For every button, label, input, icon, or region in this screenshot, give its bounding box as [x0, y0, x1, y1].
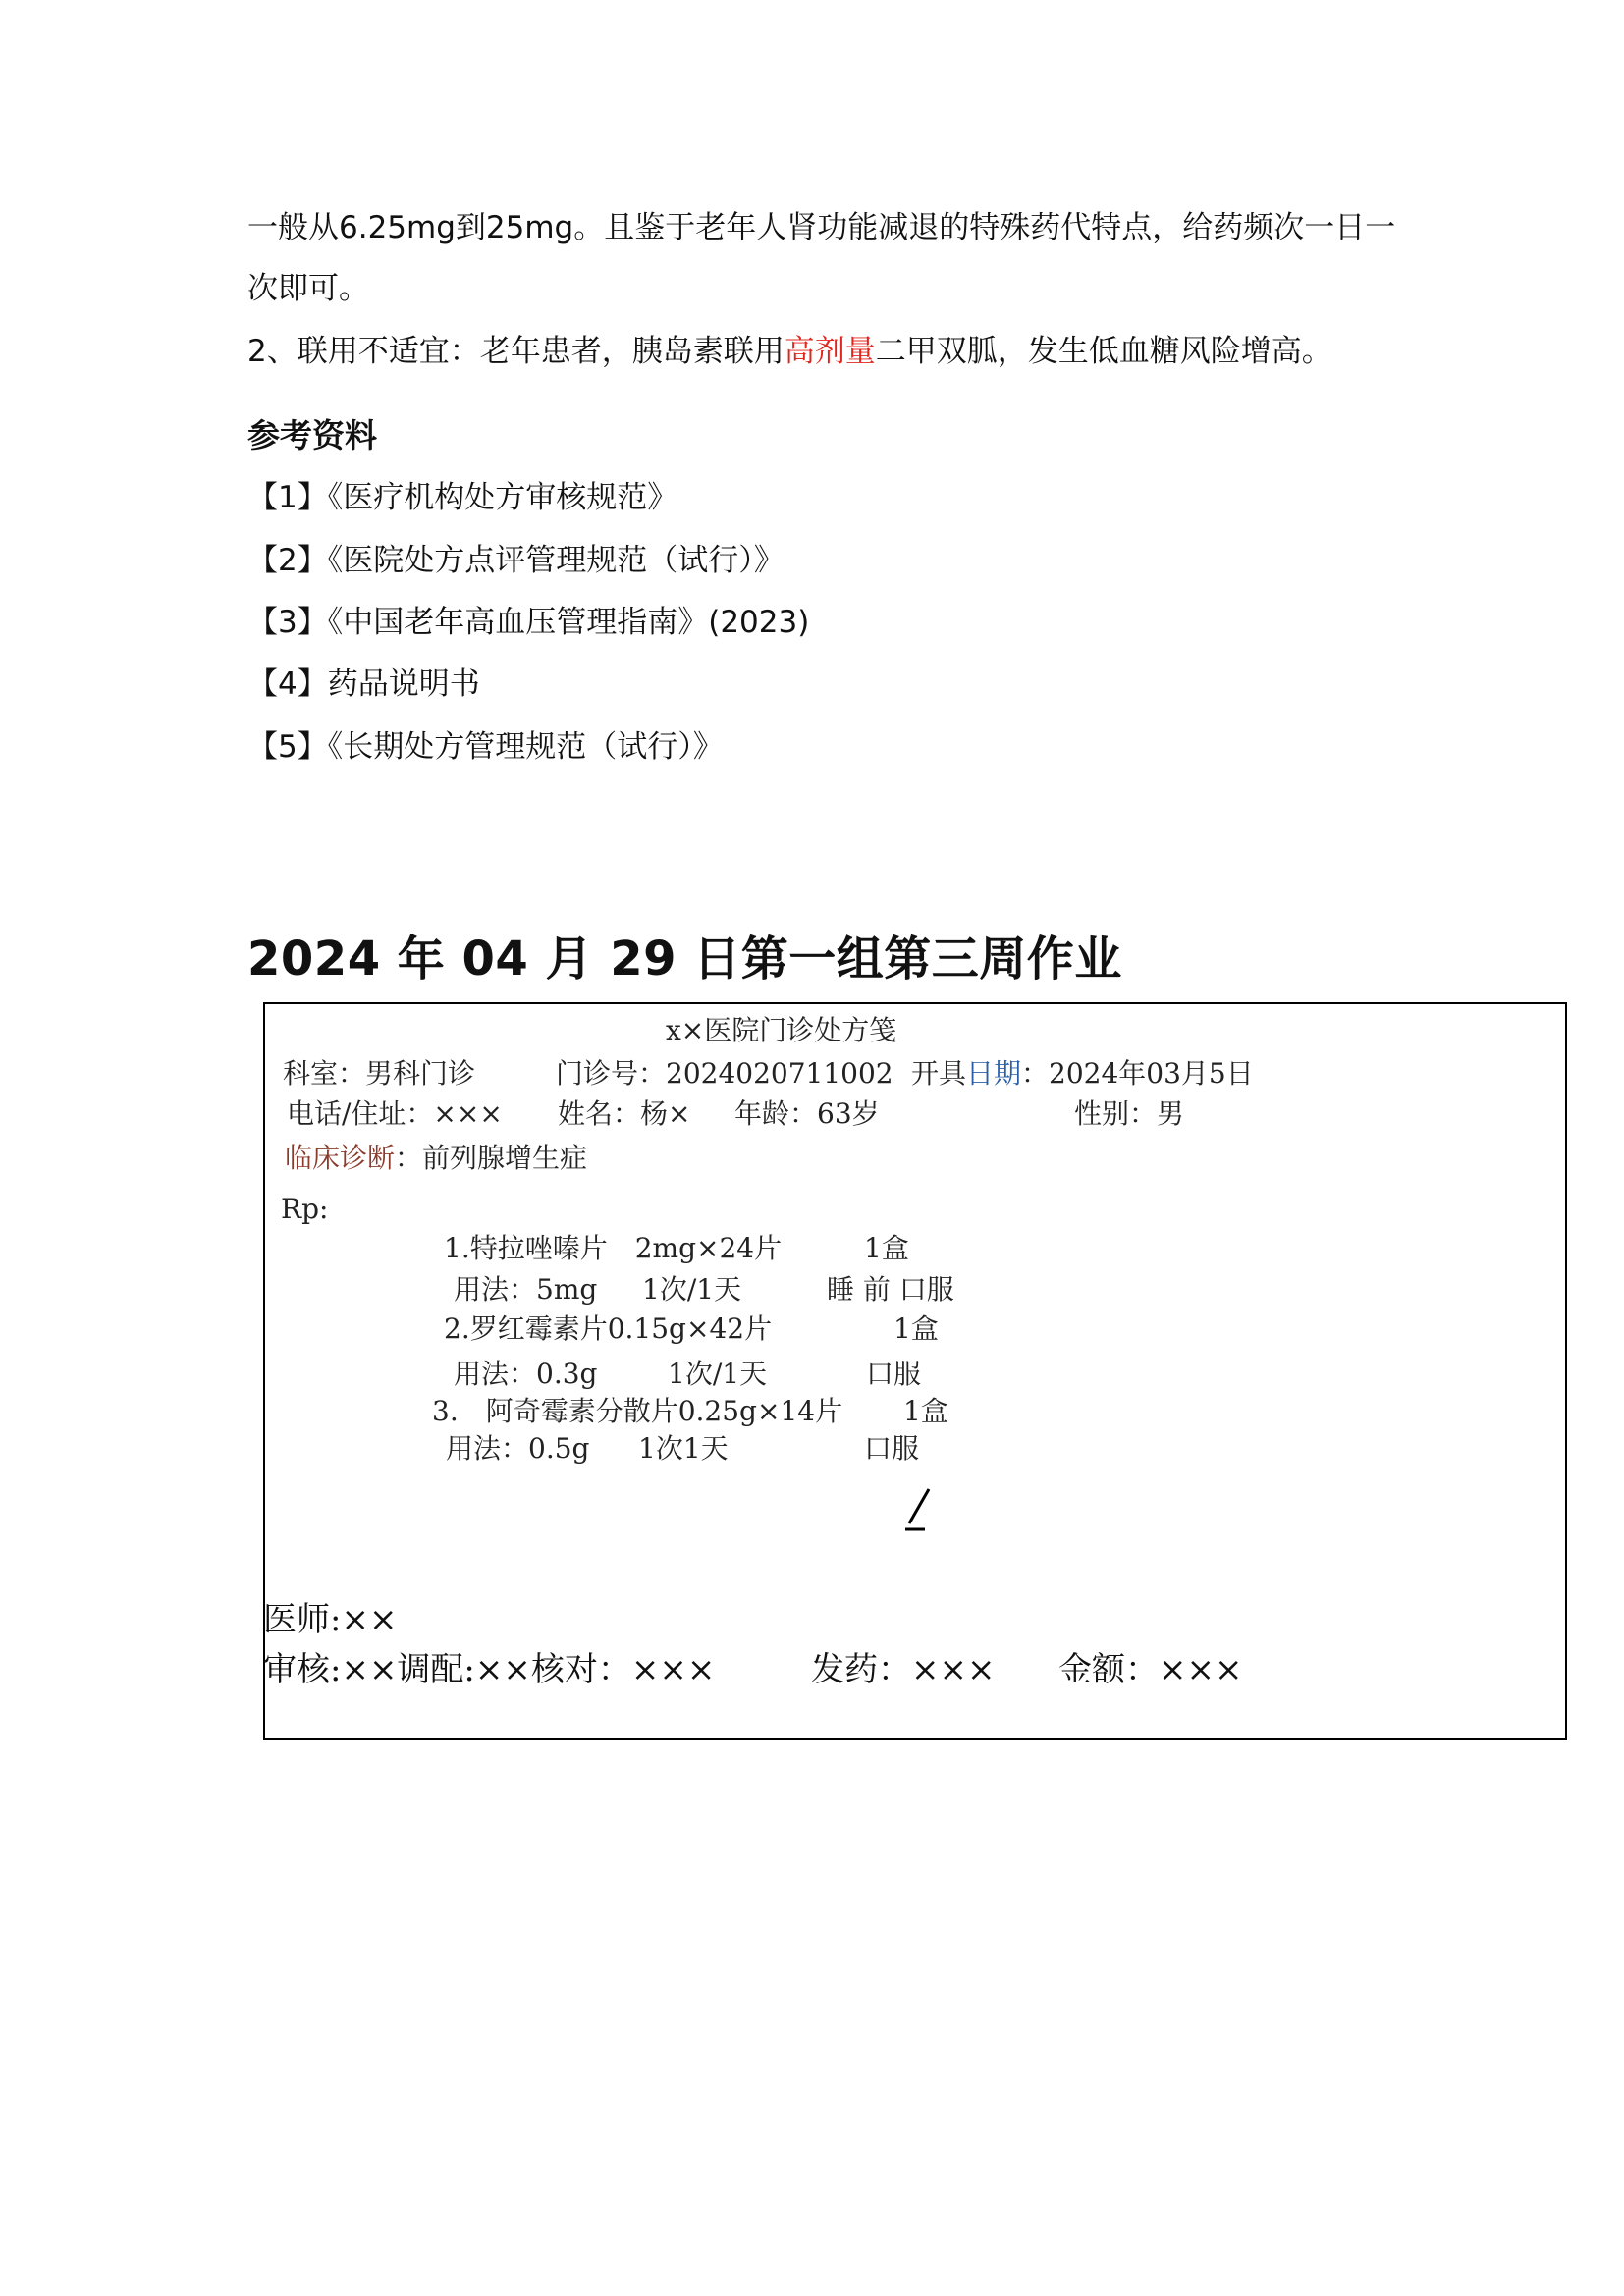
paragraph-line: 一般从6.25mg到25mg。且鉴于老年人肾功能减退的特殊药代特点，给药频次一日一 [247, 210, 1396, 245]
drug-3-usage: 用法：0.5g [446, 1432, 590, 1465]
amount-field: 金额：××× [1058, 1650, 1243, 1689]
drug-1-route: 睡 前 口服 [827, 1273, 954, 1306]
date-label-highlight: 日期 [966, 1057, 1022, 1090]
date-label-prefix: 开具 [911, 1057, 967, 1090]
gender-field: 性别：男 [1074, 1097, 1185, 1130]
review-field: 审核:××调配:××核对：××× [263, 1650, 716, 1689]
point-2-suffix: 二甲双胍，发生低血糖风险增高。 [875, 334, 1332, 369]
reference-item-4: 【4】药品说明书 [247, 667, 480, 702]
drug-1-freq: 1次/1天 [642, 1273, 742, 1306]
drug-2-freq: 1次/1天 [668, 1358, 768, 1390]
drug-2-name: 2.罗红霉素片0.15g×42片 [444, 1312, 773, 1345]
patient-name-field: 姓名：杨× [558, 1097, 691, 1130]
date-value: ：2024年03月5日 [1021, 1057, 1254, 1090]
diagnosis-field [285, 1141, 587, 1176]
date-field [911, 1056, 1254, 1092]
diagnosis-label: 临床诊断 [285, 1142, 396, 1174]
prescription-title: x×医院门诊处方笺 [666, 1014, 897, 1046]
reference-item-1: 【1】《医疗机构处方审核规范》 [247, 480, 678, 515]
rp-label: Rp: [281, 1193, 329, 1225]
reference-item-2: 【2】《医院处方点评管理规范（试行）》 [247, 543, 785, 578]
slash-mark-icon [899, 1484, 939, 1533]
drug-2-qty: 1盒 [893, 1312, 939, 1345]
dept-field: 科室：男科门诊 [283, 1057, 476, 1090]
clinic-no-field: 门诊号：2024020711002 [556, 1057, 893, 1090]
reference-item-3: 【3】《中国老年高血压管理指南》(2023) [247, 605, 810, 640]
references-heading: 参考资料 [247, 416, 377, 454]
drug-3-route: 口服 [864, 1432, 920, 1465]
reference-item-5: 【5】《长期处方管理规范（试行）》 [247, 729, 724, 765]
drug-3-freq: 1次1天 [638, 1432, 729, 1465]
diagnosis-value: ：前列腺增生症 [395, 1142, 588, 1174]
drug-2-route: 口服 [866, 1358, 922, 1390]
drug-1-name: 1.特拉唑嗪片 2mg×24片 [444, 1232, 783, 1264]
point-2-highlight: 高剂量 [784, 334, 876, 369]
point-2 [247, 332, 1332, 371]
age-field: 年龄：63岁 [734, 1097, 880, 1130]
section-title: 2024 年 04 月 29 日第一组第三周作业 [247, 932, 1122, 987]
drug-1-qty: 1盒 [864, 1232, 909, 1264]
doctor-field: 医师:×× [263, 1600, 398, 1639]
drug-3-name: 3. 阿奇霉素分散片0.25g×14片 [432, 1395, 843, 1427]
drug-2-usage: 用法：0.3g [454, 1358, 598, 1390]
drug-3-qty: 1盒 [903, 1395, 948, 1427]
paragraph-line: 次即可。 [247, 271, 369, 306]
phone-field: 电话/住址：××× [287, 1097, 503, 1130]
point-2-prefix: 2、联用不适宜：老年患者，胰岛素联用 [247, 334, 785, 369]
dispense-field: 发药：××× [811, 1650, 996, 1689]
drug-1-usage: 用法：5mg [454, 1273, 598, 1306]
